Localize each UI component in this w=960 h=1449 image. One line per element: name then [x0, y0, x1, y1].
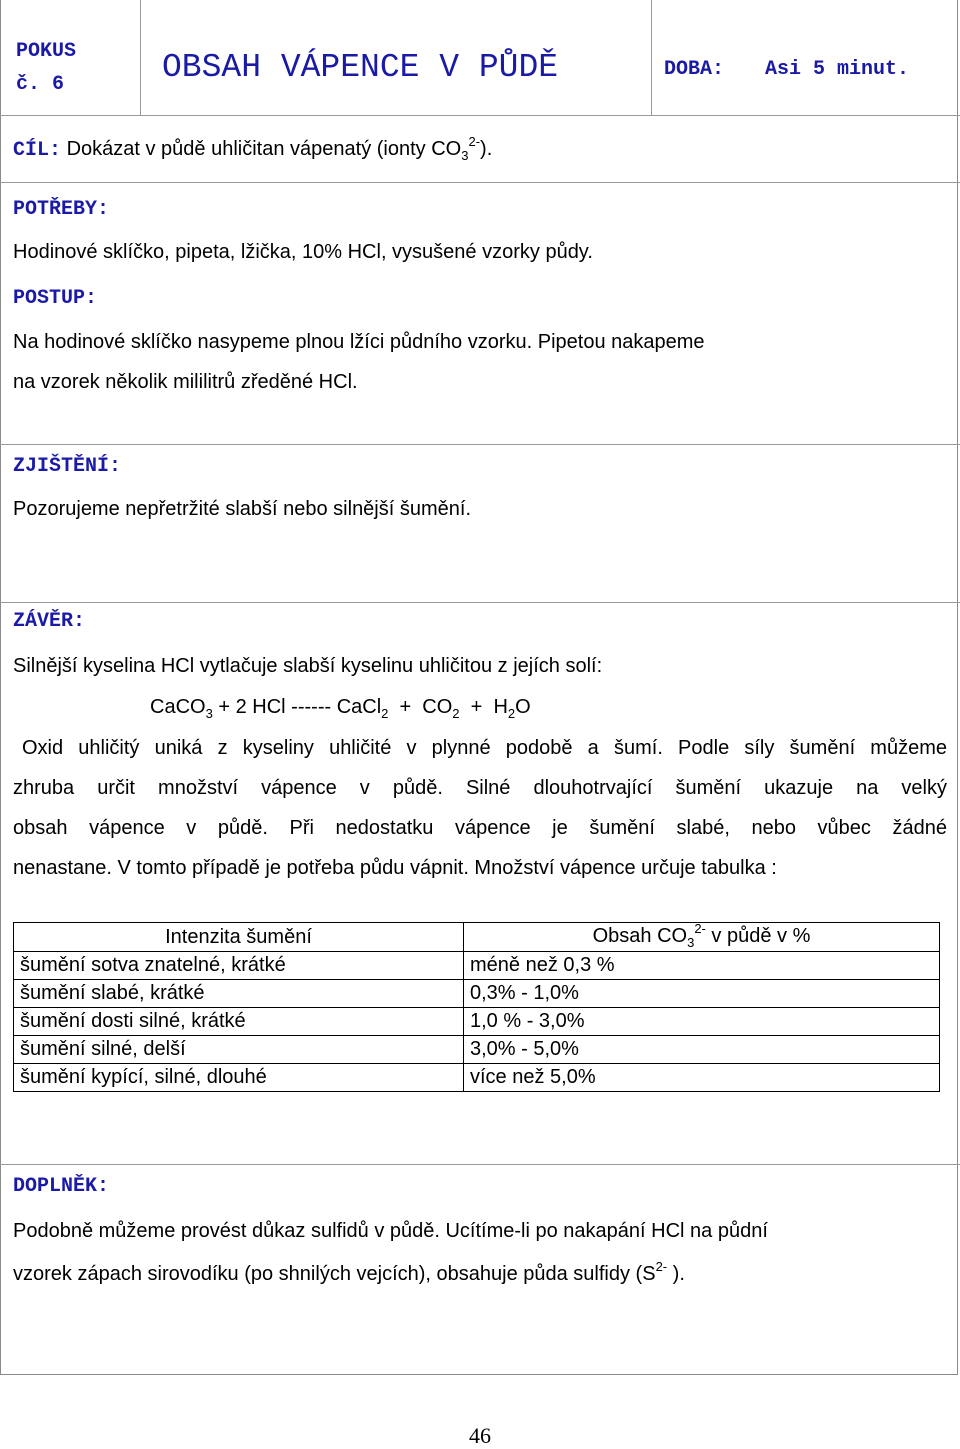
potreby-text: Hodinové sklíčko, pipeta, lžička, 10% HCl, vysušené vzorky půdy.	[13, 241, 593, 263]
doplnek-line-2: vzorek zápach sirovodíku (po shnilých vejcích), obsahuje půda sulfidy ($S^{2-}$ ).	[13, 1259, 685, 1285]
doplnek-label: DOPLNĚK:	[13, 1175, 110, 1198]
zaver-intro: Silnější kyselina HCl vytlačuje slabší kyselinu uhličitou z jejích solí:	[13, 655, 603, 677]
table-row	[14, 1008, 940, 1036]
zaver-label: ZÁVĚR:	[13, 610, 86, 633]
reaction-equation: CaCO$_3$ + 2 HCl ------ CaCl$_2$ + $CO_2 + H_2O$	[150, 696, 531, 721]
limestone-table	[13, 922, 940, 1092]
cil-label: CÍL:	[13, 139, 62, 162]
zjisteni-label: ZJIŠTĚNÍ:	[13, 455, 122, 478]
zaver-para-line-1: Oxid uhličitý uniká z kyseliny uhličité v plynné podobě a šumí. Podle síly šumění můžeme	[22, 737, 947, 759]
postup-label: POSTUP:	[13, 287, 98, 310]
zaver-para-line-2: zhruba určit množství vápence v půdě. Silné dlouhotrvající šumění ukazuje na velký	[13, 777, 947, 799]
rule-after-cil	[0, 182, 960, 183]
cil-text: Dokázat v půdě uhličitan vápenatý (ionty CO	[66, 138, 462, 160]
table-cell-content: 1,0 % - 3,0%	[464, 1008, 940, 1036]
zaver-para-line-4: nenastane. V tomto případě je potřeba půdu vápnit. Množství vápence určuje tabulka :	[13, 857, 777, 879]
pokus-label: POKUS	[16, 40, 77, 63]
table-cell-content: 3,0% - 5,0%	[464, 1036, 940, 1064]
cil-sup: 2-	[468, 134, 481, 149]
table-cell-content: více než 5,0%	[464, 1064, 940, 1092]
cil-sub: 3	[461, 148, 469, 163]
pokus-number: č. 6	[16, 73, 65, 96]
potreby-label: POTŘEBY:	[13, 198, 110, 221]
header-divider-right	[651, 0, 652, 115]
doba-label: DOBA:	[664, 58, 725, 81]
rule-after-postup	[0, 444, 960, 445]
table-cell-intensity: šumění kypící, silné, dlouhé	[14, 1064, 464, 1092]
zjisteni-text: Pozorujeme nepřetržité slabší nebo silnější šumění.	[13, 498, 472, 520]
postup-line-1: Na hodinové sklíčko nasypeme plnou lžíci půdního vzorku. Pipetou nakapeme	[13, 331, 705, 353]
header-divider-left	[140, 0, 141, 115]
table-cell-content: méně než 0,3 %	[464, 952, 940, 980]
table-cell-intensity: šumění slabé, krátké	[14, 980, 464, 1008]
cil-line	[13, 134, 493, 163]
page-number: 46	[469, 1423, 491, 1448]
table-cell-intensity: šumění dosti silné, krátké	[14, 1008, 464, 1036]
rule-after-table	[0, 1164, 960, 1165]
zaver-para-line-3: obsah vápence v půdě. Při nedostatku vápence je šumění slabé, nebo vůbec žádné	[13, 817, 947, 839]
doba-value: Asi 5 minut.	[765, 58, 910, 81]
table-header-intensity: Intenzita šumění	[14, 923, 464, 952]
table-row	[14, 1064, 940, 1092]
table-cell-content: 0,3% - 1,0%	[464, 980, 940, 1008]
table-cell-intensity: šumění silné, delší	[14, 1036, 464, 1064]
table-row	[14, 1036, 940, 1064]
table-header-row	[14, 923, 940, 952]
table-header-content: Obsah $CO_3^{2-}$ v půdě v %	[464, 923, 940, 952]
page-title: OBSAH VÁPENCE V PŮDĚ	[162, 49, 559, 86]
cil-text-after: ).	[480, 138, 493, 160]
rule-after-header	[0, 115, 960, 116]
table-row	[14, 952, 940, 980]
doplnek-line-1: Podobně můžeme provést důkaz sulfidů v půdě. Ucítíme-li po nakapání HCl na půdní	[13, 1220, 768, 1242]
rule-after-zjisteni	[0, 602, 960, 603]
postup-line-2: na vzorek několik mililitrů zředěné HCl.	[13, 371, 358, 393]
table-row	[14, 980, 940, 1008]
table-cell-intensity: šumění sotva znatelné, krátké	[14, 952, 464, 980]
